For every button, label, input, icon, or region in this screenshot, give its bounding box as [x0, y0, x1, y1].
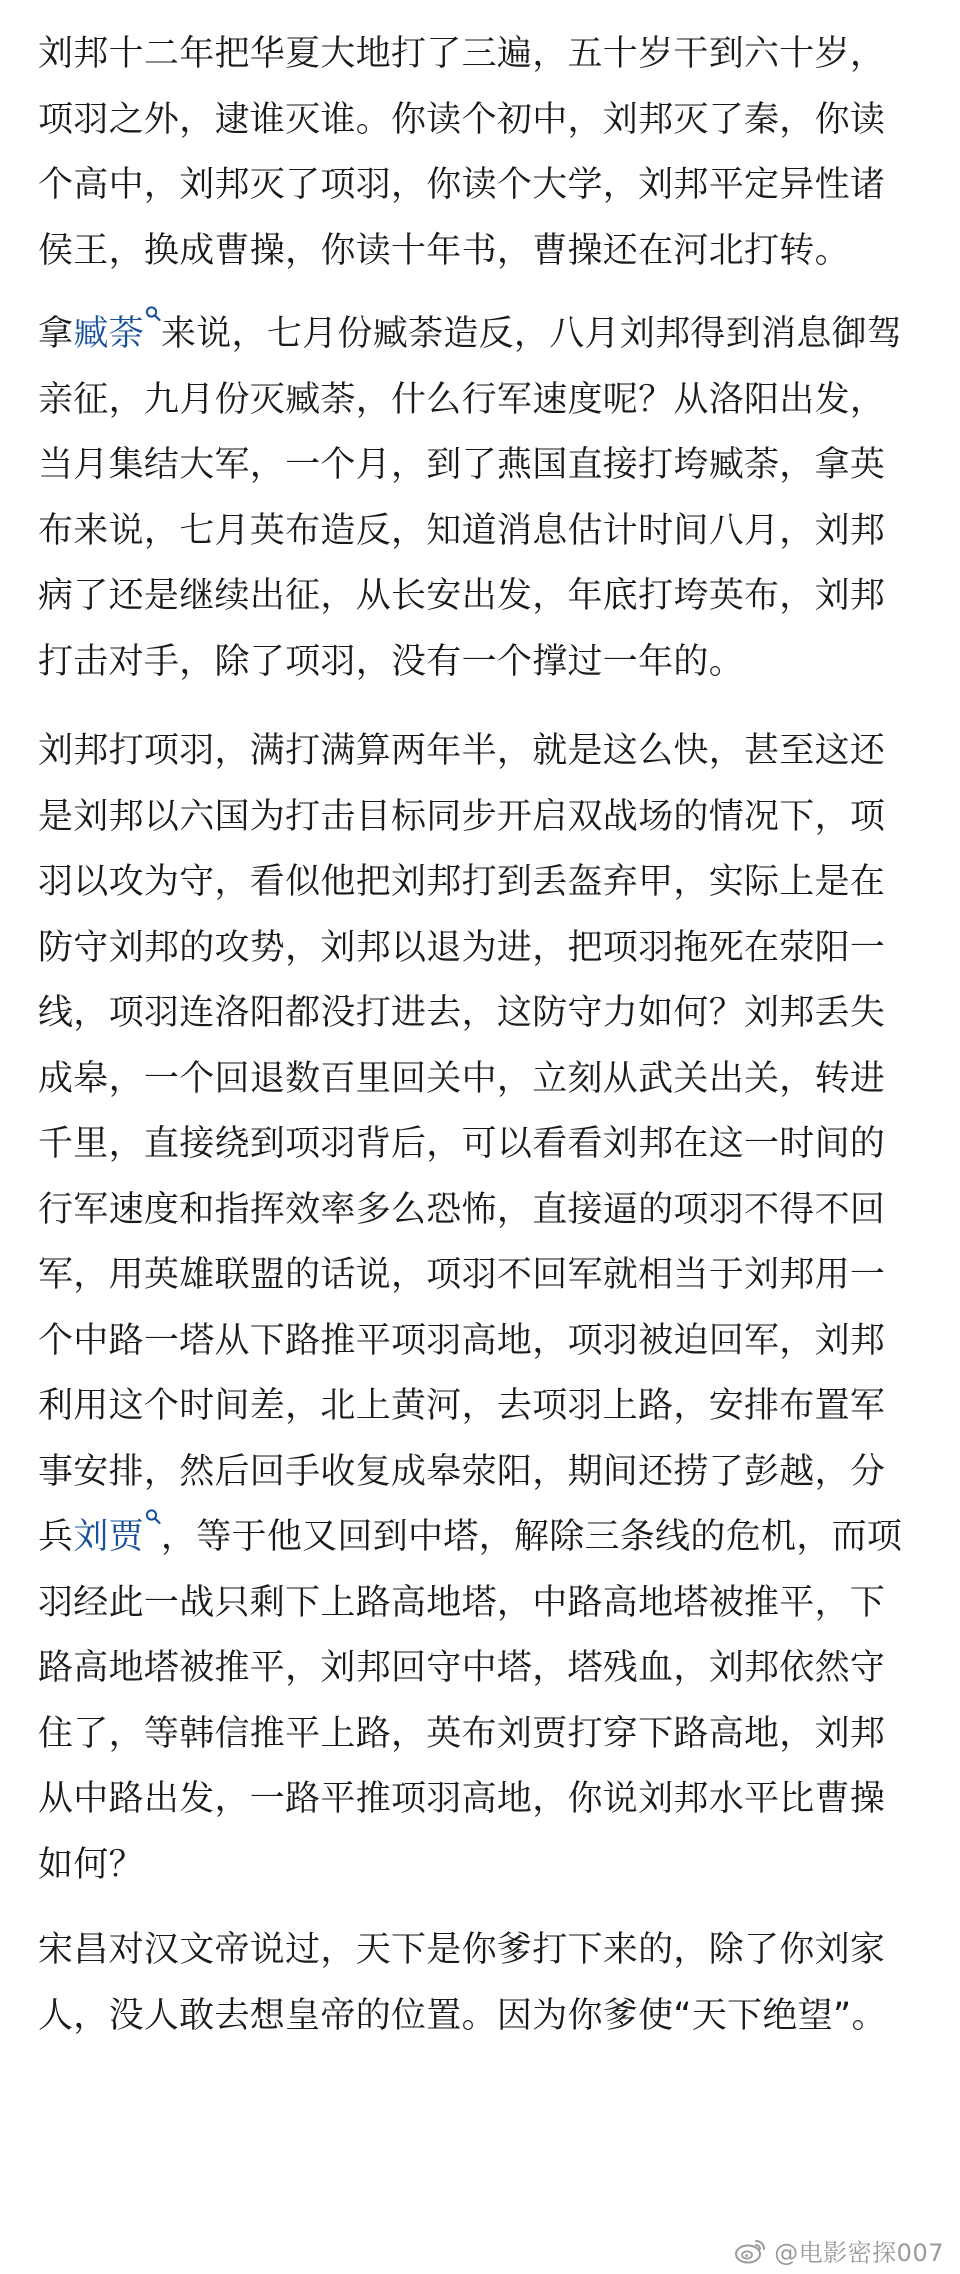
- paragraph-3: [38, 719, 918, 1898]
- link-zang-tu[interactable]: [73, 314, 161, 354]
- search-icon: [145, 305, 161, 325]
- article-body: [38, 22, 918, 2049]
- paragraph-4: 宋昌对汉文帝说过，天下是你爹打下来的，除了你刘家人，没人敢去想皇帝的位置。因为你爹使“天下绝望”。: [38, 1930, 887, 2036]
- paragraph-1: 刘邦十二年把华夏大地打了三遍，五十岁干到六十岁，项羽之外，逮谁灭谁。你读个初中，刘邦灭了秦，你读个高中，刘邦灭了项羽，你读个大学，刘邦平定异性诸侯王，换成曹操，你读十年书，曹操还在河北打转。: [38, 34, 886, 271]
- watermark-text: @电影密探007: [774, 2239, 944, 2267]
- paragraph-2-lead: 拿: [38, 314, 74, 354]
- link-zang-tu-label: 臧荼: [73, 314, 144, 354]
- weibo-icon: [734, 2237, 768, 2265]
- paragraph-2-body: 来说，七月份臧荼造反，八月刘邦得到消息御驾亲征，九月份灭臧荼，什么行军速度呢？从洛阳出发，当月集结大军，一个月，到了燕国直接打垮臧荼，拿英布来说，七月英布造反，知道消息估计时间八月，刘邦病了还是继续出征，从长安出发，年底打垮英布，刘邦打击对手，除了项羽，没有一个撑过一年的。: [38, 314, 903, 682]
- link-liu-jia-label: 刘贾: [73, 1517, 144, 1557]
- link-liu-jia[interactable]: [73, 1517, 161, 1557]
- paragraph-3-body: ，等于他又回到中塔，解除三条线的危机，而项羽经此一战只剩下上路高地塔，中路高地塔被推平，下路高地塔被推平，刘邦回守中塔，塔残血，刘邦依然守住了，等韩信推平上路，英布刘贾打穿下路高地，刘邦从中路出发，一路平推项羽高地，你说刘邦水平比曹操如何？: [38, 1517, 903, 1885]
- watermark: [734, 2233, 944, 2268]
- search-icon: [145, 1508, 161, 1528]
- paragraph-2: [38, 302, 918, 695]
- paragraph-3-lead: 刘邦打项羽，满打满算两年半，就是这么快，甚至这还是刘邦以六国为打击目标同步开启双战场的情况下，项羽以攻为守，看似他把刘邦打到丢盔弃甲，实际上是在防守刘邦的攻势，刘邦以退为进，把项羽拖死在荥阳一线，项羽连洛阳都没打进去，这防守力如何？刘邦丢失成皋，一个回退数百里回关中，立刻从武关出关，转进千里，直接绕到项羽背后，可以看看刘邦在这一时间的行军速度和指挥效率多么恐怖，直接逼的项羽不得不回军，用英雄联盟的话说，项羽不回军就相当于刘邦用一个中路一塔从下路推平项羽高地，项羽被迫回军，刘邦利用这个时间差，北上黄河，去项羽上路，安排布置军事安排，然后回手收复成皋荥阳，期间还捞了彭越，分兵: [38, 731, 886, 1557]
